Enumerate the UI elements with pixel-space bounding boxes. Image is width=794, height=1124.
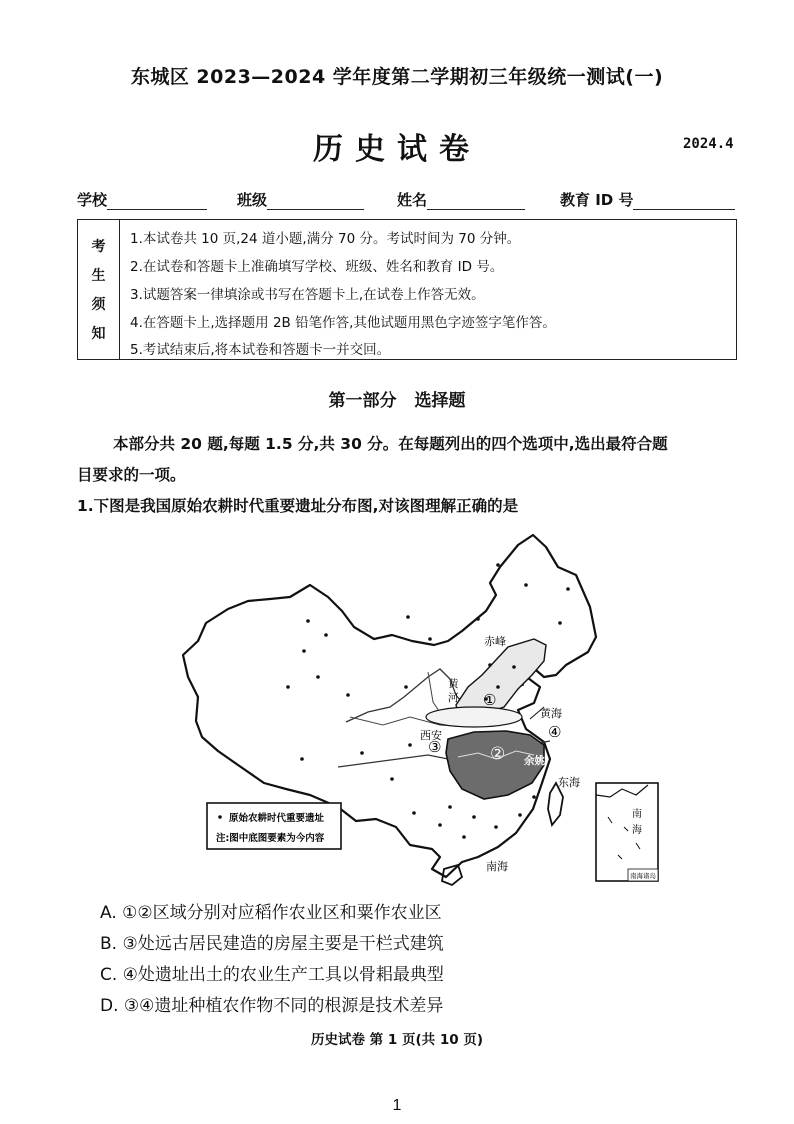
site-dot (496, 563, 500, 567)
site-dot (462, 835, 466, 839)
legend-note: 注:图中底图要素为今内容 (216, 833, 325, 844)
option-a: A. ①②区域分别对应稻作农业区和粟作农业区 (100, 903, 442, 923)
map-label-huanghe: 黄 (448, 678, 459, 690)
neolithic-sites-map (178, 527, 678, 892)
site-dot (428, 637, 432, 641)
site-dot (448, 805, 452, 809)
site-dot (316, 675, 320, 679)
region-marker-2: ② (490, 744, 506, 764)
map-label-xian: 西安 (420, 729, 442, 742)
site-dot (360, 751, 364, 755)
inset-label: 海 (632, 825, 642, 836)
site-dot (512, 665, 516, 669)
notice-item: 4.在答题卡上,选择题用 2B 铅笔作答,其他试题用黑色字迹签字笔作答。 (130, 315, 556, 331)
site-dot (518, 813, 522, 817)
map-label-donghai: 东海 (558, 776, 580, 789)
inset-caption: 南海诸岛 (630, 872, 656, 880)
exam-title: 东城区 2023—2024 学年度第二学期初三年级统一测试(一) (130, 66, 664, 88)
site-dot (404, 685, 408, 689)
subject-title: 历史试卷 (313, 132, 481, 167)
region-1-extension (426, 707, 522, 727)
name-blank (427, 193, 525, 210)
school-blank (107, 193, 207, 210)
site-dot (558, 621, 562, 625)
map-label-nanhai: 南海 (486, 860, 508, 873)
notice-side-char: 生 (91, 268, 106, 284)
notice-item: 3.试题答案一律填涂或书写在答题卡上,在试卷上作答无效。 (130, 287, 485, 303)
notice-side-char: 考 (91, 239, 106, 255)
hainan-island (442, 865, 462, 885)
notice-box (77, 219, 737, 360)
page-footer: 历史试卷 第 1 页(共 10 页) (310, 1032, 484, 1048)
site-dot (300, 757, 304, 761)
name-field (397, 189, 525, 210)
exam-date: 2024.4 (683, 136, 734, 152)
site-dot (346, 693, 350, 697)
site-dot (324, 633, 328, 637)
map-label-huanghai: 黄海 (540, 707, 562, 720)
region-marker-1: ① (483, 691, 497, 709)
site-dot (488, 663, 492, 667)
class-label: 班级 (237, 191, 268, 209)
edu-id-label: 教育 ID 号 (560, 191, 634, 209)
site-dot (566, 587, 570, 591)
legend-dot (218, 815, 222, 819)
site-dot (476, 617, 480, 621)
map-label-chifeng: 赤峰 (484, 635, 506, 648)
edu-id-blank (633, 193, 735, 210)
inset-label: 南 (632, 809, 642, 820)
class-field (237, 189, 364, 210)
school-field (77, 189, 207, 210)
legend-item-label: 原始农耕时代重要遗址 (229, 813, 325, 824)
edu-id-field (560, 189, 735, 210)
notice-item: 1.本试卷共 10 页,24 道小题,满分 70 分。考试时间为 70 分钟。 (130, 231, 521, 247)
notice-side-label (78, 220, 120, 359)
site-dot (406, 615, 410, 619)
option-b: B. ③处远古居民建造的房屋主要是干栏式建筑 (100, 934, 444, 954)
site-dot (302, 649, 306, 653)
section-title: 第一部分 选择题 (328, 391, 466, 411)
notice-item: 2.在试卷和答题卡上准确填写学校、班级、姓名和教育 ID 号。 (130, 259, 504, 275)
site-dot (472, 815, 476, 819)
taiwan-island (548, 783, 563, 825)
school-label: 学校 (77, 191, 108, 209)
notice-side-char: 知 (91, 326, 106, 342)
map-label-huanghe: 河 (448, 692, 459, 704)
notice-side-char: 须 (91, 297, 106, 313)
option-d: D. ③④遗址种植农作物不同的根源是技术差异 (100, 996, 444, 1016)
option-c: C. ④处遗址出土的农业生产工具以骨耜最典型 (100, 965, 444, 985)
site-dot (496, 685, 500, 689)
site-dot (438, 823, 442, 827)
site-dot (532, 795, 536, 799)
section-intro-line2: 目要求的一项。 (77, 466, 186, 484)
notice-item: 5.考试结束后,将本试卷和答题卡一并交回。 (130, 342, 391, 358)
question-stem: 1.下图是我国原始农耕时代重要遗址分布图,对该图理解正确的是 (77, 497, 519, 515)
site-dot (286, 685, 290, 689)
site-dot (390, 777, 394, 781)
section-intro-line1: 本部分共 20 题,每题 1.5 分,共 30 分。在每题列出的四个选项中,选出最符合题 (113, 435, 668, 453)
map-label-yuyao: 余姚 (524, 755, 545, 767)
site-marker-3: ③ (428, 738, 442, 756)
site-dot (306, 619, 310, 623)
site-dot (524, 583, 528, 587)
site-marker-4: ④ (548, 723, 562, 741)
page-number: 1 (392, 1097, 402, 1114)
site-dot (412, 811, 416, 815)
name-label: 姓名 (397, 191, 428, 209)
site-dot (494, 825, 498, 829)
south-sea-inset (596, 783, 658, 881)
class-blank (267, 193, 364, 210)
site-dot (408, 743, 412, 747)
